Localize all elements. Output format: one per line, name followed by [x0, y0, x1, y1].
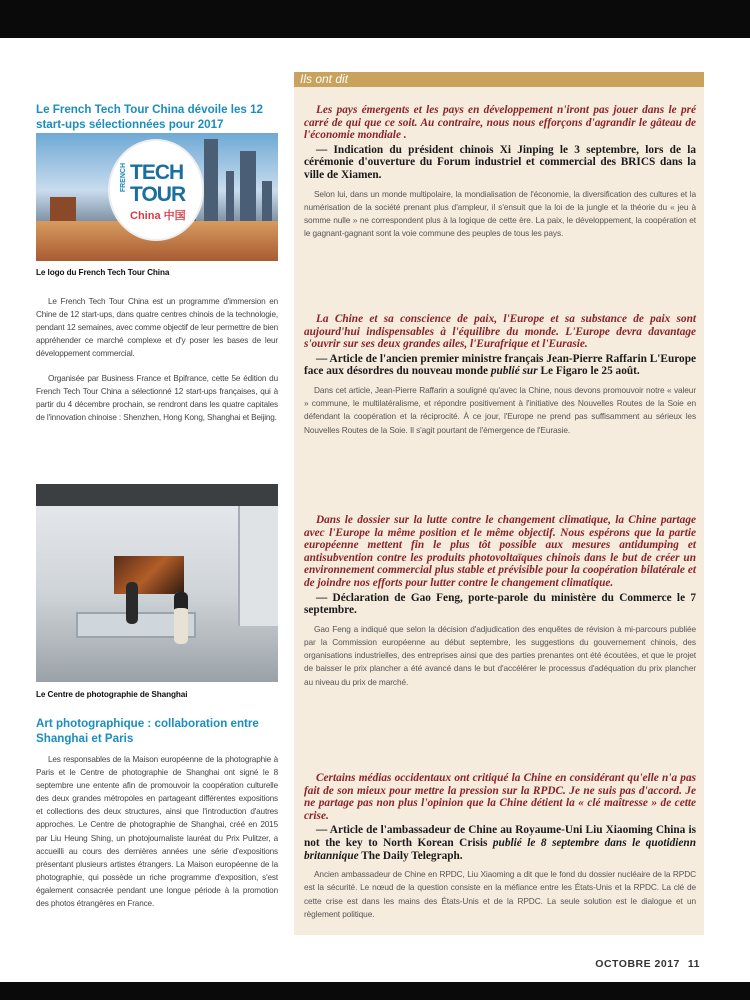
page-number: 11 [687, 958, 700, 970]
logo-caption: Le logo du French Tech Tour China [36, 268, 170, 277]
quote-attribution: — Article de l'ancien premier ministre français Jean-Pierre Raffarin L'Europe face aux désordres du nouveau monde publié sur Le Figaro le 25 août. [304, 352, 696, 378]
quote-attribution: — Article de l'ambassadeur de Chine au Royaume-Uni Liu Xiaoming China is not the key to North Korean Crisis publié le 8 septembre dans le quotidienn britannique The Daily Telegraph. [304, 824, 696, 862]
quote-commentary: Selon lui, dans un monde multipolaire, la mondialisation de l'économie, la diversification des cultures et la numérisation de la société prenant plus d'ampleur, il s'ensuit que la loi de la jungle et la théorie du « jeu à somme nulle » ne correspondent plus à la logique de cette ère. La paix, le développement, la coopération et le gagnant-gagnant sont la voie commune des peuples de tous les pays. [304, 188, 696, 239]
quote-attribution: — Indication du président chinois Xi Jinping le 3 septembre, lors de la cérémonie d'ouverture du Forum industriel et commercial des BRICS dans la ville de Xiamen. [304, 143, 696, 181]
quote-block-1 [304, 104, 696, 240]
bottom-black-bar [0, 982, 750, 1000]
quote-commentary: Ancien ambassadeur de Chine en RPDC, Liu Xiaoming a dit que le fond du dossier nucléaire de la RPDC est la sécurité. Le nœud de la question consiste en la méfiance entre les États-Unis et la RPDC. La clé de cette crise est dans les mains des États-Unis et de la RPDC. La seule solution est le dialogue et un règlement politique. [304, 869, 696, 919]
top-black-bar [0, 0, 750, 38]
quote-text: Certains médias occidentaux ont critiqué la Chine en considérant qu'elle n'a pas fait de son mieux pour mettre la pression sur la RPDC. Je ne suis pas d'accord. Je ne partage pas non plus l'opinion que la Chine détient la « clé maîtresse » de cette crise. [304, 772, 696, 822]
photo-article-title: Art photographique : collaboration entre Shanghai et Paris [36, 717, 259, 745]
quote-commentary: Dans cet article, Jean-Pierre Raffarin a souligné qu'avec la Chine, nous devons promouvoir notre « valeur » commune, le multilatéralisme, et répondre positivement à l'initiative des Nouvelles Routes de la Soie en défendant la coopération et la réciprocité. À ce jour, l'Europe ne prend pas suffisamment au sérieux les Nouvelles Routes de la Soie. Il s'agit pourtant de l'émergence de l'Eurasie. [304, 384, 696, 435]
quote-block-4 [304, 772, 696, 921]
quote-block-3 [304, 514, 696, 689]
quote-text: Dans le dossier sur la lutte contre le changement climatique, la Chine partage avec l'Europe la même position et le même objectif. Nous espérons que la partie européenne mettent fin le plus tôt possible aux mesures antidumping et antisubvention contre les produits photovoltaïques chinois dans le but de créer un environnement commercial plus stable et prévisible pour la coopération bilatérale et de joindre nos efforts pour lutter contre le changement climatique. [304, 514, 696, 589]
photo-caption: Le Centre de photographie de Shanghai [36, 690, 188, 699]
quote-text: La Chine et sa conscience de paix, l'Europe et sa substance de paix sont aujourd'hui indispensables à l'équilibre du monde. L'Europe devra davantage s'ouvrir sur ses deux grandes ailes, l'Eurafrique et l'Eurasie. [304, 313, 696, 351]
quote-text: Les pays émergents et les pays en développement n'iront pas jouer dans le pré carré de qui que ce soit. Au contraire, nous nous efforçons d'agrandir le gâteau de l'économie mondiale . [304, 104, 696, 142]
tech-tour-title: Le French Tech Tour China dévoile les 12 start-ups sélectionnées pour 2017 [36, 103, 263, 131]
quote-block-2 [304, 313, 696, 437]
issue-label: OCTOBRE 2017 [595, 958, 680, 970]
french-tech-tour-logo-image [36, 133, 278, 261]
tech-tour-paragraph-2: Organisée par Business France et Bpifrance, cette 5e édition du French Tech Tour China a sélectionné 12 start-ups françaises, qui à partir du 4 décembre prochain, se rendront dans les quatre capitales de l'innovation chinoise : Shenzhen, Hong Kong, Shanghai et Beijing. [36, 374, 278, 423]
quote-attribution: — Déclaration de Gao Feng, porte-parole du ministère du Commerce le 7 septembre. [304, 591, 696, 617]
photo-article-paragraph: Les responsables de la Maison européenne de la photographie à Paris et le Centre de photographie de Shanghai ont signé le 8 septembre une entente afin de promouvoir la coopération culturelle des deux grandes métropoles en partageant différentes expositions et collections des deux structures, ainsi que l'introduction d'autres approches. Le Centre de photographie de Shanghai, créé en 2015 par Liu Heung Shing, un photojournaliste lauréat du Prix Pulitzer, a accueilli au cours des dernières années une série d'expositions présentant plusieurs artistes étrangers. La Maison européenne de la photographie, qui possède un riche programme d'exposition, s'est également consacrée pendant une longue période à la promotion des photos étrangères en France. [36, 755, 278, 909]
ils-ont-dit-header: Ils ont dit [294, 72, 704, 87]
shanghai-photography-center-photo [36, 484, 278, 682]
page-footer [595, 958, 700, 970]
quote-commentary: Gao Feng a indiqué que selon la décision d'adjudication des enquêtes de révision à mi-parcours publiée par la Commission européenne au début septembre, les suggestions du gouvernement chinois, des organisations industrielles, des entreprises ainsi que des parties prenantes ont été écoutées, et que le projet de baisser le prix plancher a été avancé dans le but d'accélérer le processus d'adéquation du prix plancher au niveau du prix de marché. [304, 623, 696, 687]
tech-tour-paragraph-1: Le French Tech Tour China est un programme d'immersion en Chine de 12 start-ups, dans quatre centres chinois de la technologie, pendant 12 semaines, avec comme objectif de leur permettre de bien appréhender ce marché complexe et d'y poser les bases de leur développement commercial. [36, 297, 278, 359]
tech-tour-logo: FRENCH TECH TOUR China 中国 [110, 141, 202, 239]
